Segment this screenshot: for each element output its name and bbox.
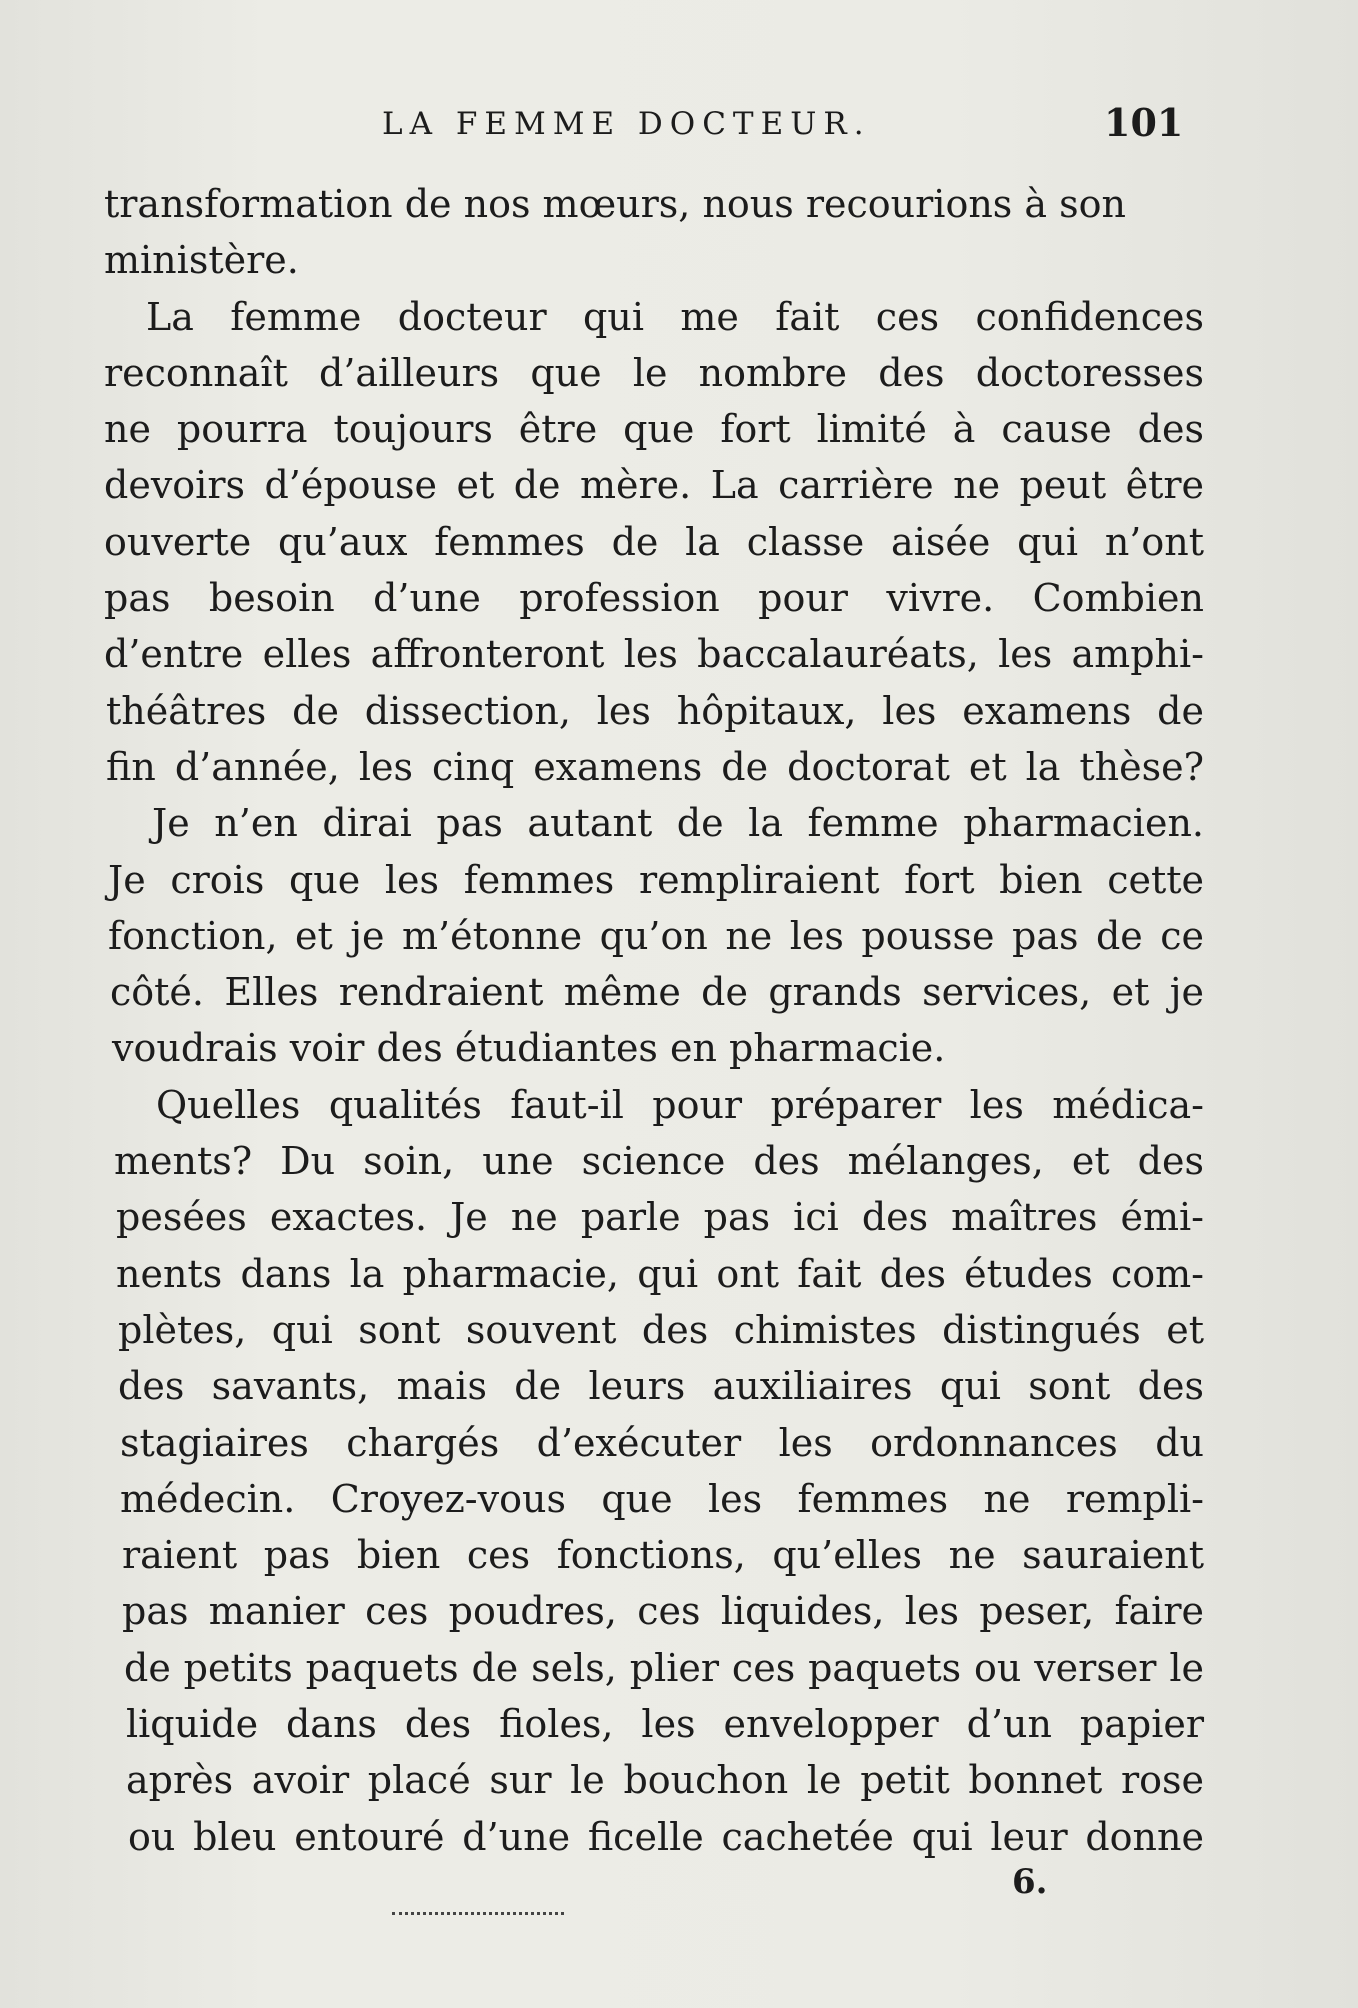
text-line: raient pas bien ces fonctions, qu’elles ne sauraient — [122, 1533, 1204, 1578]
text-line: voudrais voir des étudiantes en pharmacie. — [112, 1026, 946, 1071]
text-line: fonction, et je m’étonne qu’on ne les pousse pas de ce — [108, 913, 1204, 958]
text-line: de petits paquets de sels, plier ces paquets ou verser le — [124, 1645, 1204, 1690]
bottom-rule — [392, 1912, 564, 1915]
text-line: côté. Elles rendraient même de grands services, et je — [110, 970, 1204, 1015]
signature-mark: 6. — [1012, 1862, 1048, 1902]
text-line: reconnaît d’ailleurs que le nombre des doctoresses — [104, 350, 1204, 395]
text-line: des savants, mais de leurs auxiliaires qui sont des — [118, 1364, 1204, 1409]
text-line: théâtres de dissection, les hôpitaux, les examens de — [106, 688, 1204, 733]
text-line: stagiaires chargés d’exécuter les ordonnances du — [120, 1420, 1204, 1465]
text-line: pas besoin d’une profession pour vivre. Combien — [104, 576, 1204, 621]
text-line: liquide dans des fioles, les envelopper d’un papier — [126, 1702, 1204, 1747]
text-line: ouverte qu’aux femmes de la classe aisée qui n’ont — [104, 519, 1204, 564]
running-head: LA FEMME DOCTEUR. — [382, 106, 871, 142]
text-line: fin d’année, les cinq examens de doctorat et la thèse? — [106, 744, 1204, 789]
text-line: nents dans la pharmacie, qui ont fait des études com- — [116, 1251, 1204, 1296]
text-line: ou bleu entouré d’une ficelle cachetée qui leur donne — [128, 1814, 1204, 1859]
page-number: 101 — [1104, 100, 1184, 145]
paragraph-start-line: Quelles qualités faut-il pour préparer les médica- — [156, 1082, 1204, 1127]
text-line: ministère. — [104, 238, 299, 283]
text-line: Je crois que les femmes rempliraient fort bien cette — [108, 857, 1204, 902]
body-text — [104, 176, 1204, 1865]
text-line: transformation de nos mœurs, nous recourions à son — [104, 182, 1126, 226]
text-line: médecin. Croyez-vous que les femmes ne rempli- — [120, 1476, 1204, 1521]
text-line: pas manier ces poudres, ces liquides, les peser, faire — [122, 1589, 1204, 1634]
text-line: pesées exactes. Je ne parle pas ici des maîtres émi- — [116, 1195, 1204, 1240]
text-line: ne pourra toujours être que fort limité à cause des — [104, 407, 1204, 452]
paragraph-start-line: Je n’en dirai pas autant de la femme pharmacien. — [152, 801, 1204, 846]
text-line: devoirs d’épouse et de mère. La carrière ne peut être — [104, 463, 1204, 508]
text-line: plètes, qui sont souvent des chimistes distingués et — [118, 1307, 1204, 1352]
paragraph-start-line: La femme docteur qui me fait ces confidences — [146, 294, 1204, 339]
text-line: ments? Du soin, une science des mélanges, et des — [114, 1139, 1204, 1184]
text-line: d’entre elles affronteront les baccalauréats, les amphi- — [104, 632, 1204, 677]
text-line: après avoir placé sur le bouchon le petit bonnet rose — [126, 1758, 1204, 1803]
